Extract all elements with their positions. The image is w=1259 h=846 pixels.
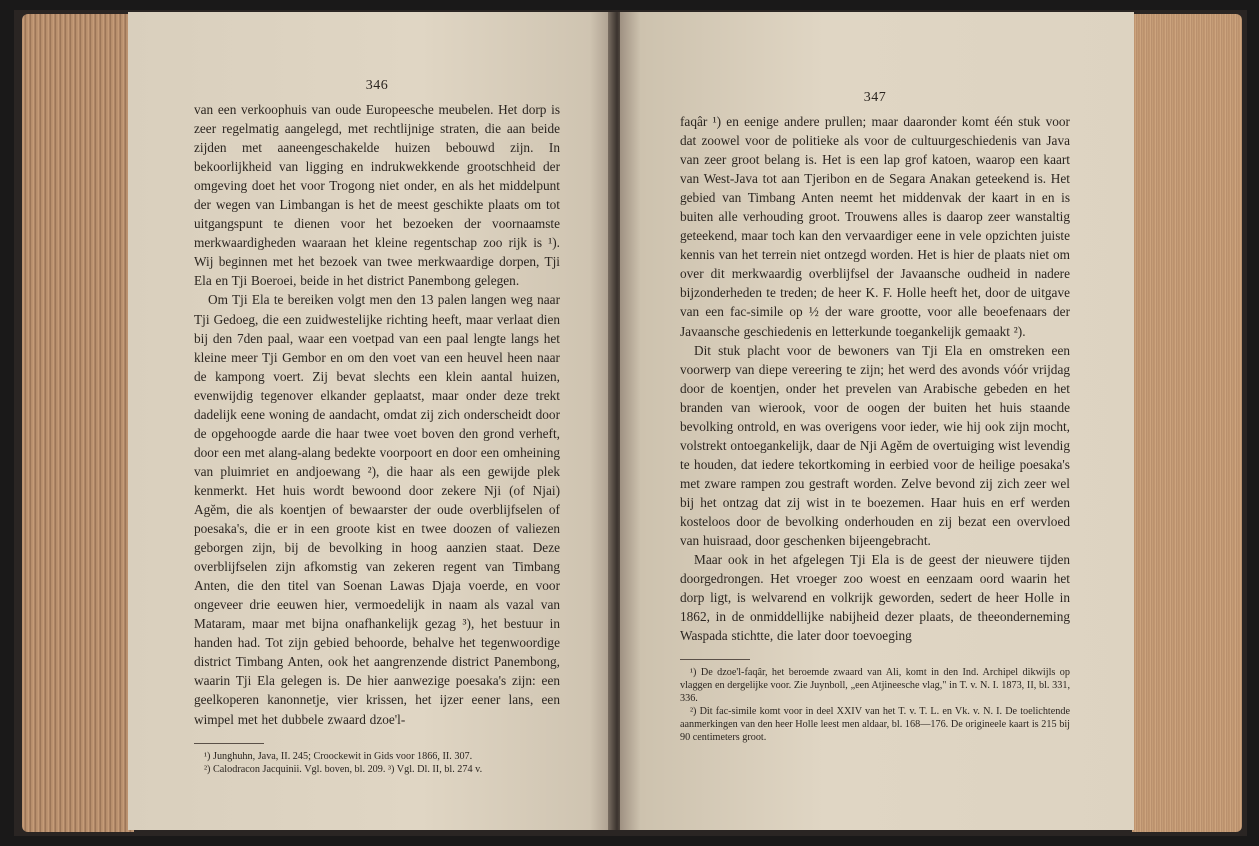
left-footnotes bbox=[194, 750, 560, 776]
footnote: ¹) Junghuhn, Java, II. 245; Croockewit in Gids voor 1866, II. 307. bbox=[204, 750, 473, 762]
footnote: ¹) De dzoe'l-faqâr, het beroemde zwaard van Ali, komt in den Ind. Archipel dikwijls op vlaggen en dergelijke voor. Zie Juynboll, „een Atjineesche vlag," in T. v. N. I. 1873, II, bl. 331, 336. bbox=[680, 667, 1070, 705]
footnote: ²) Calodracon Jacquinii. Vgl. boven, bl. 209. ³) Vgl. Dl. II, bl. 274 v. bbox=[204, 763, 483, 775]
right-footnotes bbox=[680, 666, 1070, 744]
footnote-rule bbox=[680, 659, 750, 660]
right-page-body bbox=[680, 112, 1070, 645]
left-page-edges bbox=[22, 14, 134, 832]
left-page bbox=[128, 12, 614, 830]
paragraph: van een verkoophuis van oude Europeesche meubelen. Het dorp is zeer regelmatig aangelegd, met rechtlijnige straten, die aan beide zijden met aaneengeschakelde huizen bebouwd zijn. In bekoorlijkheid van ligging en indrukwekkende grootschheid der omgeving doet het voor Trogong niet onder, en als het middelpunt der wegen van Limbangan is het de meest geschikte plaats om tot uitgangspunt te dienen voor het bezoeken der voornaamste merkwaardigheden waaraan het kleine regentschap zoo rijk is ¹). Wij beginnen met het bezoek van twee merkwaardige dorpen, Tji Ela en Tji Boeroei, beide in het district Panembong gelegen. bbox=[194, 102, 560, 289]
left-page-body bbox=[194, 100, 560, 729]
right-page-edges bbox=[1132, 14, 1242, 832]
footnote: ²) Dit fac-simile komt voor in deel XXIV van het T. v. T. L. en Vk. v. N. I. De toelichtende aanmerkingen van den heer Holle leest men aldaar, bl. 168—176. De origineele kaart is 215 bij 90 centimeters groot. bbox=[680, 706, 1070, 744]
paragraph: Dit stuk placht voor de bewoners van Tji Ela en omstreken een voorwerp van diepe vereering te zijn; het werd des avonds vóór vrijdag door de koentjen, onder het prevelen van Arabische gebeden en het branden van wierook, voor de oogen der buiten het huis staande bevolking ontrold, en was overigens voor ieder, wie hij ook zijn mocht, volstrekt ontoegankelijk, daar de Nji Agĕm de overtuiging wist levendig te houden, dat iedere tekortkoming in eerbied voor de heilige poesaka's met zware rampen zou gestraft worden. Zelve bevond zij zich zeer wel bij het ontzag dat zij wist in te boezemen. Haar huis en erf werden kosteloos door de bevolking onderhouden en zij bezat een overvloed van huisraad, door geschenken bijeengebracht. bbox=[680, 342, 1070, 549]
page-number-left: 346 bbox=[365, 78, 389, 93]
paragraph: faqâr ¹) en eenige andere prullen; maar daaronder komt één stuk voor dat zoowel voor de politieke als voor de cultuurgeschiedenis van Java van zeer groot belang is. Het is een lap grof katoen, waarop een kaart van West-Java tot aan Tjeribon en de Segara Anakan geteekend is. Het gebied van Timbang Anten neemt het middenvak der kaart in en is buiten alle verhouding groot. Trouwens alles is daarop zeer wanstaltig geteekend, maar toch kan den vervaardiger eene in vele opzichten juiste kennis van het terrein niet ontzegd worden. Het is hier de plaats niet om over dit merkwaardig overblijfsel der Javaansche oudheid in nadere bijzonderheden te treden; de heer K. F. Holle heeft het, door de uitgave van een fac-simile op ½ der ware grootte, voor alle beoefenaars der Javaansche geschiedenis en letterkunde toegankelijk gemaakt ²). bbox=[680, 114, 1070, 339]
paragraph: Om Tji Ela te bereiken volgt men den 13 palen langen weg naar Tji Gedoeg, die een zuidwestelijke richting heeft, maar verlaat dien bij den 7den paal, waar een voetpad van een paal lengte langs het kleine meer Tji Gembor en om den voet van een heuvel heen naar de kampong voert. Zij bevat slechts een klein aantal huizen, evenwijdig tegenover elkander geplaatst, maar onder deze trekt dadelijk eene woning de aandacht, omdat zij zich onderscheidt door de opgehoogde aarde die haar twee voet boven den grond verheft, door een met alang-alang bedekte voorpoort en door een omheining van pluimriet en andjoewang ²), die haar als een gewijde plek kenmerkt. Het huis wordt bewoond door zekere Nji (of Njai) Agĕm, die als koentjen of bewaarster der oude overblijfselen of poesaka's, die er in een groote kist en twee doozen of valiezen geborgen zijn, bij de bevolking in hoog aanzien staat. Deze overblijfselen zijn afkomstig van zekeren regent van Timbang Anten, die den titel van Soenan Lawas Djaja voerde, en voor ongeveer drie eeuwen hier, vermoedelijk in naam als vazal van Mataram, maar met bijna onafhankelijk gezag ³), het bestuur in handen had. Tot zijn gebied behoorde, behalve het tegenwoordige district Timbang Anten, ook het aangrenzende district Panembong, waarin Tji Ela gelegen is. De hier aanwezige poesaka's zijn: een geelkoperen kanonnetje, vier krissen, het ijzer eener lans, een wimpel met het dubbele zwaard dzoe'l- bbox=[194, 292, 560, 727]
page-number-right: 347 bbox=[863, 90, 887, 105]
paragraph: Maar ook in het afgelegen Tji Ela is de geest der nieuwere tijden doorgedrongen. Het vroeger zoo woest en eenzaam oord waarin het dorp ligt, is welvarend en volkrijk geworden, sedert de heer Holle in 1862, in de onmiddellijke nabijheid dezer plaats, de theeonderneming Waspada stichtte, die later door toevoeging bbox=[680, 552, 1070, 644]
right-page bbox=[620, 12, 1134, 830]
footnote-rule bbox=[194, 743, 264, 744]
